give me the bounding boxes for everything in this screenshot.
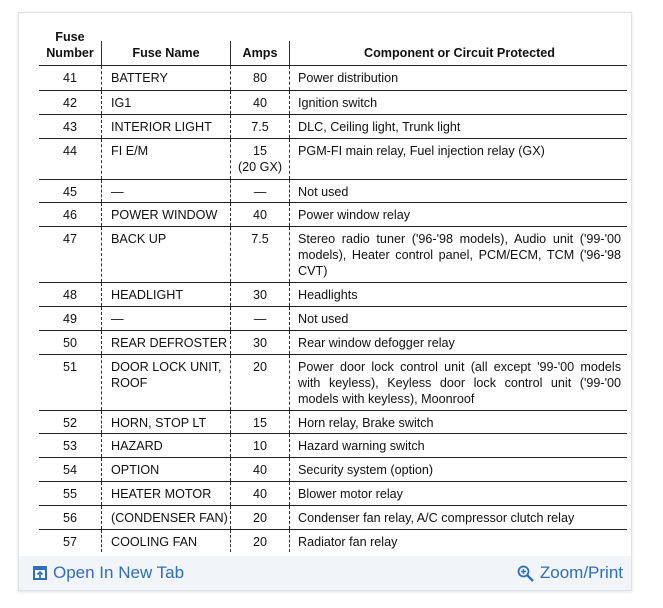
image-card: [18, 12, 632, 591]
fuse-name-cell: HEADLIGHT: [101, 283, 230, 306]
component-cell: Power window relay: [289, 203, 627, 226]
component-cell: Radiator fan relay: [289, 530, 627, 552]
table-row: [39, 66, 627, 91]
fuse-number-cell: 46: [62, 208, 77, 222]
open-in-new-tab-link[interactable]: [33, 563, 184, 583]
table-row: [39, 180, 627, 203]
component-cell: Rear window defogger relay: [289, 331, 627, 354]
table-row: [39, 506, 627, 530]
amps-cell: 80: [230, 66, 289, 90]
table-row: [39, 355, 627, 411]
table-row: [39, 283, 627, 307]
fuse-name-cell: —: [101, 307, 230, 330]
amps-cell: 20: [230, 530, 289, 552]
component-cell: Power distribution: [289, 66, 627, 90]
amps-cell: 20: [230, 506, 289, 529]
fuse-number-cell: 54: [62, 463, 77, 477]
header-component: Component or Circuit Protected: [289, 41, 627, 65]
fuse-name-cell: OPTION: [101, 458, 230, 481]
component-cell: Ignition switch: [289, 91, 627, 114]
header-fuse-name: Fuse Name: [101, 41, 230, 65]
amps-cell: 7.5: [230, 115, 289, 138]
fuse-number-cell: 43: [62, 120, 77, 134]
fuse-table: [39, 19, 627, 552]
fuse-name-cell: (CONDENSER FAN): [101, 506, 230, 529]
amps-cell: 40: [230, 91, 289, 114]
open-in-new-tab-icon: [33, 566, 47, 580]
fuse-name-cell: REAR DEFROSTER: [101, 331, 230, 354]
fuse-number-cell: 48: [62, 288, 77, 302]
component-cell: Not used: [289, 307, 627, 330]
amps-cell: 20: [230, 355, 289, 410]
table-row: [39, 227, 627, 283]
fuse-name-cell: IG1: [101, 91, 230, 114]
zoom-print-link[interactable]: [517, 563, 623, 583]
fuse-name-cell: INTERIOR LIGHT: [101, 115, 230, 138]
amps-cell: 40: [230, 203, 289, 226]
fuse-number-cell: 47: [62, 232, 77, 246]
fuse-number-cell: 50: [62, 336, 77, 350]
fuse-name-cell: POWER WINDOW: [101, 203, 230, 226]
open-in-new-tab-label: Open In New Tab: [53, 563, 185, 582]
amps-cell: 7.5: [230, 227, 289, 282]
fuse-number-cell: 52: [62, 416, 77, 430]
amps-cell: 30: [230, 283, 289, 306]
fuse-number-cell: 55: [62, 487, 77, 501]
table-row: [39, 115, 627, 139]
component-cell: Not used: [289, 180, 627, 202]
component-cell: Power door lock control unit (all except '99-'00 models with keyless), Keyless door lock control unit ('99-'00 models with keyless), Moonroof: [289, 355, 627, 410]
table-row: [39, 458, 627, 482]
component-cell: Security system (option): [289, 458, 627, 481]
fuse-name-cell: FI E/M: [101, 139, 230, 179]
table-row: [39, 411, 627, 434]
amps-cell: —: [230, 307, 289, 330]
fuse-number-cell: 49: [62, 312, 77, 326]
amps-cell: 40: [230, 458, 289, 481]
table-row: [39, 203, 627, 227]
table-row: [39, 331, 627, 355]
fuse-number-cell: 45: [62, 185, 77, 199]
component-cell: Headlights: [289, 283, 627, 306]
amps-cell: 15: [230, 411, 289, 433]
table-row: [39, 91, 627, 115]
fuse-number-cell: 53: [62, 439, 77, 453]
fuse-number-cell: 56: [62, 511, 77, 525]
header-fuse-number: Fuse Number: [46, 30, 94, 60]
fuse-name-cell: BACK UP: [101, 227, 230, 282]
table-row: [39, 530, 627, 552]
fuse-number-cell: 42: [62, 96, 77, 110]
fuse-name-cell: —: [101, 180, 230, 202]
component-cell: DLC, Ceiling light, Trunk light: [289, 115, 627, 138]
component-cell: Stereo radio tuner ('96-'98 models), Audio unit ('99-'00 models), Heater control panel, PCM/ECM, TCM ('96-'98 CVT): [289, 227, 627, 282]
fuse-number-cell: 57: [62, 535, 77, 549]
fuse-name-cell: HAZARD: [101, 434, 230, 457]
fuse-name-cell: BATTERY: [101, 66, 230, 90]
component-cell: PGM-FI main relay, Fuel injection relay (GX): [289, 139, 627, 179]
zoom-in-icon: [517, 565, 534, 582]
fuse-name-cell: HORN, STOP LT: [101, 411, 230, 433]
amps-cell: 30: [230, 331, 289, 354]
amps-cell: —: [230, 180, 289, 202]
fuse-name-cell: DOOR LOCK UNIT, ROOF: [101, 355, 230, 410]
amps-cell: 40: [230, 482, 289, 505]
fuse-name-cell: COOLING FAN: [101, 530, 230, 552]
zoom-print-label: Zoom/Print: [539, 563, 623, 582]
amps-cell: 10: [230, 434, 289, 457]
fuse-number-cell: 51: [62, 360, 77, 374]
fuse-name-cell: HEATER MOTOR: [101, 482, 230, 505]
table-header: [39, 19, 627, 66]
table-row: [39, 139, 627, 180]
component-cell: Horn relay, Brake switch: [289, 411, 627, 433]
component-cell: Blower motor relay: [289, 482, 627, 505]
component-cell: Hazard warning switch: [289, 434, 627, 457]
table-row: [39, 434, 627, 458]
fuse-number-cell: 41: [62, 71, 77, 85]
header-amps: Amps: [230, 41, 289, 65]
amps-cell: 15 (20 GX): [230, 139, 289, 179]
table-row: [39, 307, 627, 331]
table-row: [39, 482, 627, 506]
fuse-number-cell: 44: [62, 144, 77, 158]
component-cell: Condenser fan relay, A/C compressor clutch relay: [289, 506, 627, 529]
footer-bar: [19, 556, 631, 590]
